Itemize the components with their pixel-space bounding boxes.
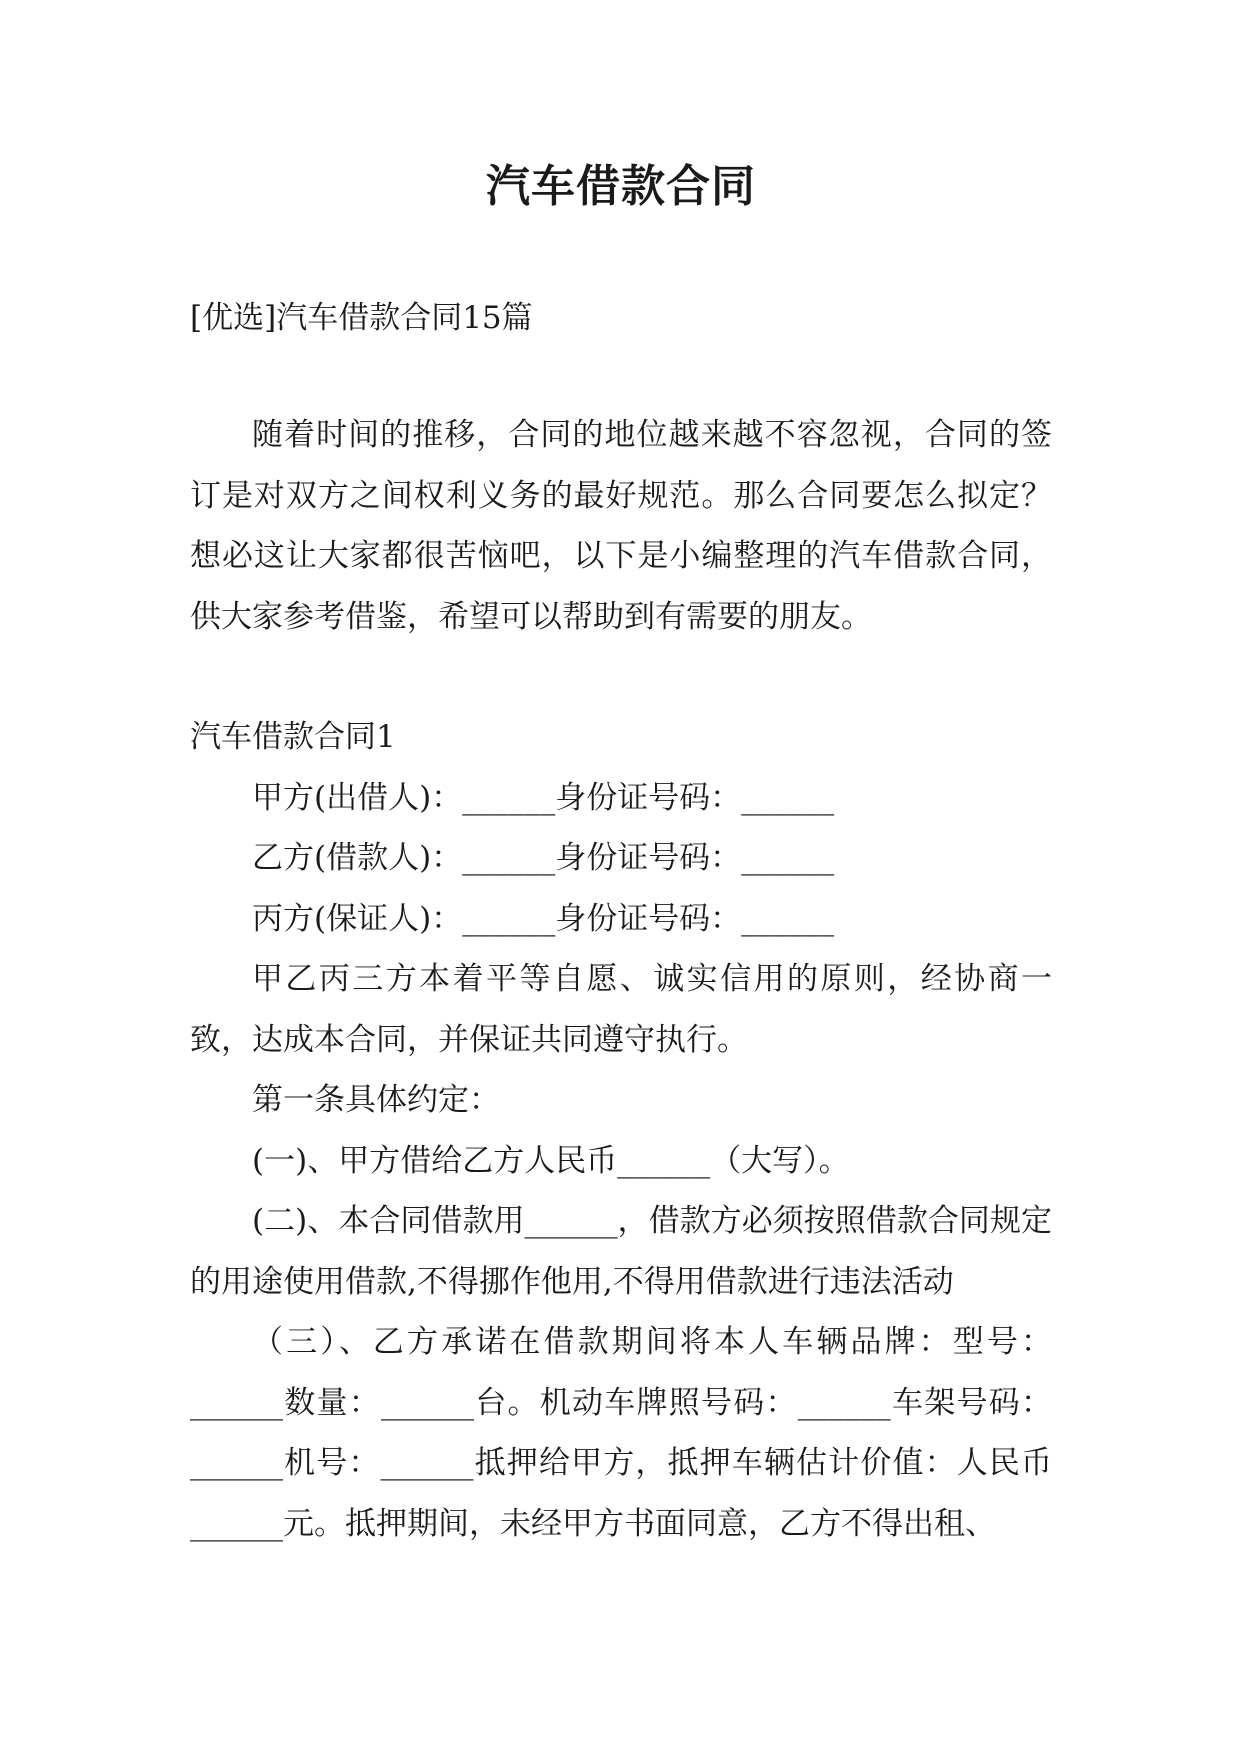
clause-3: （三）、乙方承诺在借款期间将本人车辆品牌：型号：______数量：______台。机动车牌照号码：______车架号码：______机号：______抵押给甲方，抵押车辆估计价值：人民币______元。抵押期间，未经甲方书面同意，乙方不得出租、 — [190, 1324, 1052, 1542]
clause-1: (一)、甲方借给乙方人民币______（大写）。 — [252, 1142, 850, 1179]
article-1-heading: 第一条具体约定： — [252, 1082, 500, 1118]
party-a-line: 甲方(出借人)：______身份证号码：______ — [252, 779, 835, 816]
section-heading: 汽车借款合同1 — [190, 719, 396, 755]
document-title: 汽车借款合同 — [486, 161, 756, 212]
document-subtitle: [优选]汽车借款合同15篇 — [190, 300, 533, 336]
clause-2: (二)、本合同借款用______，借款方必须按照借款合同规定的用途使用借款,不得挪作他用,不得用借款进行违法活动 — [190, 1203, 1052, 1300]
party-c-line: 丙方(保证人)：______身份证号码：______ — [252, 900, 835, 937]
document-body — [190, 405, 1052, 1554]
agreement-paragraph: 甲乙丙三方本着平等自愿、诚实信用的原则，经协商一致，达成本合同，并保证共同遵守执行。 — [190, 961, 1052, 1058]
party-b-line: 乙方(借款人)：______身份证号码：______ — [252, 840, 835, 876]
intro-paragraph: 随着时间的推移，合同的地位越来越不容忽视，合同的签订是对双方之间权利义务的最好规范。那么合同要怎么拟定？想必这让大家都很苦恼吧，以下是小编整理的汽车借款合同，供大家参考借鉴，希望可以帮助到有需要的朋友。 — [190, 417, 1052, 635]
